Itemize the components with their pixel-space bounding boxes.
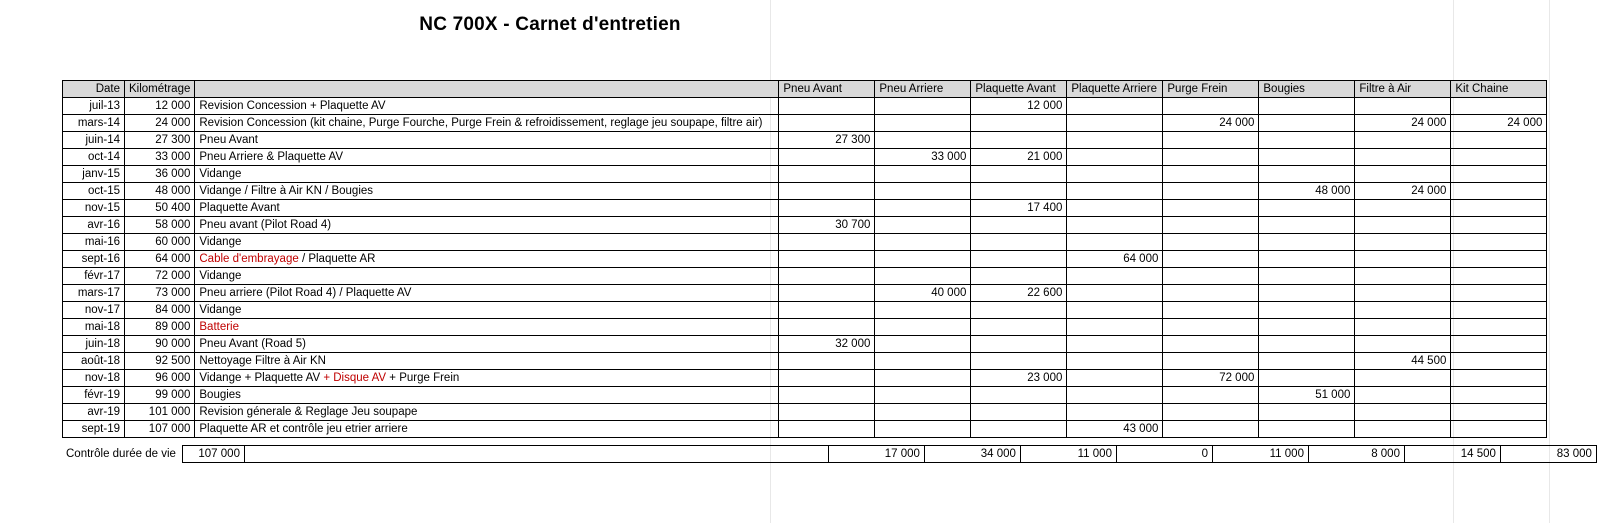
cell-pneu-avant[interactable]: [779, 302, 875, 319]
cell-kit-chaine[interactable]: [1451, 166, 1547, 183]
cell-pneu-avant[interactable]: [779, 251, 875, 268]
cell-pneu-arriere[interactable]: 33 000: [875, 149, 971, 166]
summary-bougies: 8 000: [1308, 446, 1404, 463]
cell-kit-chaine[interactable]: [1451, 319, 1547, 336]
cell-plaquette-avant[interactable]: [971, 353, 1067, 370]
cell-bougies[interactable]: [1259, 217, 1355, 234]
description-text: Vidange: [199, 168, 242, 180]
cell-bougies[interactable]: [1259, 200, 1355, 217]
cell-date[interactable]: juin-14: [63, 132, 125, 149]
cell-pneu-arriere[interactable]: [875, 98, 971, 115]
lifetime-summary-table: [62, 445, 1597, 463]
cell-plaquette-arriere[interactable]: [1067, 115, 1163, 132]
cell-plaquette-arriere[interactable]: [1067, 166, 1163, 183]
table-row[interactable]: [63, 166, 1547, 183]
summary-plaquette-arriere: 0: [1116, 446, 1212, 463]
cell-date[interactable]: juil-13: [63, 98, 125, 115]
cell-kilometrage[interactable]: 48 000: [125, 183, 195, 200]
cell-kilometrage[interactable]: 50 400: [125, 200, 195, 217]
cell-kilometrage[interactable]: 27 300: [125, 132, 195, 149]
cell-date[interactable]: août-18: [63, 353, 125, 370]
cell-pneu-arriere[interactable]: [875, 183, 971, 200]
cell-date[interactable]: nov-18: [63, 370, 125, 387]
cell-description[interactable]: [195, 268, 779, 285]
description-text: Vidange: [199, 270, 242, 282]
description-text: + Purge Frein: [386, 372, 460, 384]
cell-kilometrage[interactable]: 90 000: [125, 336, 195, 353]
cell-kilometrage[interactable]: 24 000: [125, 115, 195, 132]
description-text: Pneu Arriere & Plaquette AV: [199, 151, 344, 163]
cell-plaquette-avant[interactable]: [971, 166, 1067, 183]
cell-kit-chaine[interactable]: [1451, 353, 1547, 370]
cell-plaquette-arriere[interactable]: [1067, 98, 1163, 115]
cell-pneu-arriere[interactable]: [875, 370, 971, 387]
cell-kit-chaine[interactable]: [1451, 404, 1547, 421]
cell-bougies[interactable]: 48 000: [1259, 183, 1355, 200]
cell-purge-frein[interactable]: [1163, 285, 1259, 302]
table-row[interactable]: [63, 115, 1547, 132]
description-text: Revision génerale & Reglage Jeu soupape: [199, 406, 418, 418]
cell-purge-frein[interactable]: [1163, 336, 1259, 353]
col-header-date: Date: [63, 81, 125, 98]
table-row[interactable]: [63, 183, 1547, 200]
cell-filtre-a-air[interactable]: 24 000: [1355, 183, 1451, 200]
cell-plaquette-avant[interactable]: 12 000: [971, 98, 1067, 115]
cell-purge-frein[interactable]: [1163, 268, 1259, 285]
table-row[interactable]: [63, 370, 1547, 387]
cell-pneu-avant[interactable]: [779, 166, 875, 183]
cell-kit-chaine[interactable]: [1451, 183, 1547, 200]
description-text: Vidange / Filtre à Air KN / Bougies: [199, 185, 374, 197]
cell-purge-frein[interactable]: [1163, 132, 1259, 149]
cell-pneu-avant[interactable]: [779, 200, 875, 217]
cell-kilometrage[interactable]: 84 000: [125, 302, 195, 319]
cell-plaquette-arriere[interactable]: [1067, 404, 1163, 421]
page-title: NC 700X - Carnet d'entretien: [419, 14, 681, 35]
cell-pneu-arriere[interactable]: [875, 217, 971, 234]
cell-bougies[interactable]: [1259, 132, 1355, 149]
description-text: Revision Concession + Plaquette AV: [199, 100, 386, 112]
table-row[interactable]: [63, 302, 1547, 319]
cell-kilometrage[interactable]: 89 000: [125, 319, 195, 336]
cell-pneu-avant[interactable]: [779, 98, 875, 115]
cell-purge-frein[interactable]: [1163, 149, 1259, 166]
table-header: [63, 81, 1547, 98]
cell-bougies[interactable]: [1259, 268, 1355, 285]
cell-plaquette-arriere[interactable]: [1067, 200, 1163, 217]
cell-purge-frein[interactable]: [1163, 387, 1259, 404]
cell-filtre-a-air[interactable]: 24 000: [1355, 115, 1451, 132]
cell-kit-chaine[interactable]: [1451, 421, 1547, 438]
cell-pneu-avant[interactable]: [779, 370, 875, 387]
cell-description[interactable]: [195, 149, 779, 166]
cell-filtre-a-air[interactable]: [1355, 166, 1451, 183]
col-header-description: [195, 81, 779, 98]
cell-description[interactable]: [195, 404, 779, 421]
summary-pneu-arriere: 34 000: [924, 446, 1020, 463]
cell-kit-chaine[interactable]: [1451, 370, 1547, 387]
cell-filtre-a-air[interactable]: [1355, 132, 1451, 149]
description-text: / Plaquette AR: [298, 253, 376, 265]
cell-kit-chaine[interactable]: [1451, 217, 1547, 234]
cell-bougies[interactable]: [1259, 98, 1355, 115]
cell-pneu-avant[interactable]: 27 300: [779, 132, 875, 149]
table-row[interactable]: [63, 234, 1547, 251]
cell-plaquette-avant[interactable]: [971, 115, 1067, 132]
cell-plaquette-arriere[interactable]: [1067, 302, 1163, 319]
cell-purge-frein[interactable]: [1163, 166, 1259, 183]
cell-plaquette-avant[interactable]: [971, 302, 1067, 319]
cell-filtre-a-air[interactable]: [1355, 285, 1451, 302]
cell-description[interactable]: [195, 370, 779, 387]
cell-pneu-avant[interactable]: [779, 183, 875, 200]
cell-kit-chaine[interactable]: [1451, 234, 1547, 251]
table-row[interactable]: [63, 387, 1547, 404]
cell-pneu-arriere[interactable]: [875, 268, 971, 285]
cell-pneu-arriere[interactable]: [875, 319, 971, 336]
cell-plaquette-avant[interactable]: [971, 132, 1067, 149]
cell-filtre-a-air[interactable]: [1355, 234, 1451, 251]
cell-description[interactable]: [195, 353, 779, 370]
table-row[interactable]: [63, 200, 1547, 217]
cell-pneu-arriere[interactable]: [875, 336, 971, 353]
cell-date[interactable]: févr-19: [63, 387, 125, 404]
cell-pneu-arriere[interactable]: [875, 387, 971, 404]
cell-pneu-arriere[interactable]: [875, 115, 971, 132]
description-text: Plaquette AR et contrôle jeu etrier arriere: [199, 423, 408, 435]
description-text: Vidange: [199, 304, 242, 316]
cell-pneu-arriere[interactable]: 40 000: [875, 285, 971, 302]
cell-description[interactable]: [195, 115, 779, 132]
cell-filtre-a-air[interactable]: [1355, 387, 1451, 404]
cell-date[interactable]: mai-16: [63, 234, 125, 251]
cell-date[interactable]: mars-14: [63, 115, 125, 132]
cell-purge-frein[interactable]: [1163, 234, 1259, 251]
cell-bougies[interactable]: [1259, 336, 1355, 353]
table-row[interactable]: [63, 149, 1547, 166]
cell-description[interactable]: [195, 217, 779, 234]
cell-pneu-arriere[interactable]: [875, 166, 971, 183]
cell-kit-chaine[interactable]: [1451, 285, 1547, 302]
cell-plaquette-arriere[interactable]: 43 000: [1067, 421, 1163, 438]
cell-plaquette-avant[interactable]: [971, 387, 1067, 404]
summary-kilometrage: 107 000: [182, 446, 244, 463]
cell-kilometrage[interactable]: 72 000: [125, 268, 195, 285]
cell-plaquette-arriere[interactable]: [1067, 336, 1163, 353]
cell-plaquette-avant[interactable]: [971, 421, 1067, 438]
cell-description[interactable]: [195, 166, 779, 183]
description-text: Pneu arriere (Pilot Road 4) / Plaquette AV: [199, 287, 412, 299]
cell-pneu-avant[interactable]: [779, 353, 875, 370]
cell-pneu-arriere[interactable]: [875, 234, 971, 251]
col-header-pneu-avant: Pneu Avant: [779, 81, 875, 98]
cell-date[interactable]: oct-14: [63, 149, 125, 166]
cell-plaquette-arriere[interactable]: 64 000: [1067, 251, 1163, 268]
cell-kit-chaine[interactable]: [1451, 302, 1547, 319]
cell-description[interactable]: [195, 319, 779, 336]
cell-kit-chaine[interactable]: [1451, 132, 1547, 149]
cell-pneu-arriere[interactable]: [875, 251, 971, 268]
cell-pneu-arriere[interactable]: [875, 353, 971, 370]
cell-bougies[interactable]: [1259, 319, 1355, 336]
cell-purge-frein[interactable]: [1163, 200, 1259, 217]
cell-bougies[interactable]: [1259, 370, 1355, 387]
cell-pneu-arriere[interactable]: [875, 132, 971, 149]
cell-filtre-a-air[interactable]: [1355, 251, 1451, 268]
description-highlight: Batterie: [199, 321, 240, 333]
cell-purge-frein[interactable]: [1163, 251, 1259, 268]
cell-plaquette-arriere[interactable]: [1067, 387, 1163, 404]
cell-pneu-avant[interactable]: [779, 149, 875, 166]
col-header-plaquette-avant: Plaquette Avant: [971, 81, 1067, 98]
cell-filtre-a-air[interactable]: [1355, 319, 1451, 336]
cell-date[interactable]: sept-16: [63, 251, 125, 268]
cell-filtre-a-air[interactable]: [1355, 98, 1451, 115]
cell-plaquette-arriere[interactable]: [1067, 370, 1163, 387]
cell-purge-frein[interactable]: [1163, 421, 1259, 438]
cell-description[interactable]: [195, 387, 779, 404]
cell-description[interactable]: [195, 302, 779, 319]
col-header-kit-chaine: Kit Chaine: [1451, 81, 1547, 98]
col-header-plaquette-arriere: Plaquette Arriere: [1067, 81, 1163, 98]
cell-date[interactable]: nov-17: [63, 302, 125, 319]
cell-description[interactable]: [195, 183, 779, 200]
cell-plaquette-arriere[interactable]: [1067, 183, 1163, 200]
table-row[interactable]: [63, 285, 1547, 302]
cell-pneu-avant[interactable]: [779, 319, 875, 336]
cell-kit-chaine[interactable]: [1451, 387, 1547, 404]
table-body: [63, 98, 1547, 438]
summary-description: [244, 446, 828, 463]
cell-plaquette-arriere[interactable]: [1067, 353, 1163, 370]
summary-label: Contrôle durée de vie: [66, 448, 176, 460]
cell-pneu-avant[interactable]: [779, 234, 875, 251]
cell-purge-frein[interactable]: [1163, 353, 1259, 370]
summary-plaquette-avant: 11 000: [1020, 446, 1116, 463]
cell-filtre-a-air[interactable]: [1355, 268, 1451, 285]
cell-pneu-avant[interactable]: [779, 285, 875, 302]
cell-description[interactable]: [195, 285, 779, 302]
maintenance-table: [62, 80, 1547, 438]
col-header-bougies: Bougies: [1259, 81, 1355, 98]
cell-purge-frein[interactable]: 72 000: [1163, 370, 1259, 387]
cell-date[interactable]: sept-19: [63, 421, 125, 438]
cell-pneu-arriere[interactable]: [875, 421, 971, 438]
cell-plaquette-avant[interactable]: [971, 183, 1067, 200]
cell-date[interactable]: avr-19: [63, 404, 125, 421]
cell-bougies[interactable]: [1259, 302, 1355, 319]
cell-plaquette-avant[interactable]: [971, 404, 1067, 421]
table-row[interactable]: [63, 268, 1547, 285]
cell-pneu-arriere[interactable]: [875, 200, 971, 217]
cell-kilometrage[interactable]: 107 000: [125, 421, 195, 438]
table-row[interactable]: [63, 421, 1547, 438]
description-text: Revision Concession (kit chaine, Purge Fourche, Purge Frein & refroidissement, reglage jeu soupape, filtre air): [199, 117, 763, 129]
cell-date[interactable]: mars-17: [63, 285, 125, 302]
cell-purge-frein[interactable]: [1163, 183, 1259, 200]
cell-date[interactable]: nov-15: [63, 200, 125, 217]
cell-plaquette-avant[interactable]: [971, 217, 1067, 234]
cell-purge-frein[interactable]: 24 000: [1163, 115, 1259, 132]
cell-plaquette-arriere[interactable]: [1067, 217, 1163, 234]
cell-kilometrage[interactable]: 36 000: [125, 166, 195, 183]
cell-pneu-avant[interactable]: [779, 387, 875, 404]
cell-description[interactable]: [195, 251, 779, 268]
col-header-filtre-a-air: Filtre à Air: [1355, 81, 1451, 98]
summary-pneu-avant: 17 000: [828, 446, 924, 463]
cell-plaquette-avant[interactable]: [971, 268, 1067, 285]
cell-plaquette-avant[interactable]: [971, 251, 1067, 268]
table-row[interactable]: [63, 404, 1547, 421]
col-header-pneu-arriere: Pneu Arriere: [875, 81, 971, 98]
description-text: Bougies: [199, 389, 241, 401]
cell-description[interactable]: [195, 200, 779, 217]
description-text: Plaquette Avant: [199, 202, 280, 214]
cell-plaquette-avant[interactable]: 22 600: [971, 285, 1067, 302]
cell-description[interactable]: [195, 98, 779, 115]
cell-kilometrage[interactable]: 12 000: [125, 98, 195, 115]
cell-kilometrage[interactable]: 101 000: [125, 404, 195, 421]
description-text: Pneu avant (Pilot Road 4): [199, 219, 332, 231]
col-header-kilometrage: Kilométrage: [125, 81, 195, 98]
cell-kilometrage[interactable]: 92 500: [125, 353, 195, 370]
cell-kit-chaine[interactable]: [1451, 200, 1547, 217]
cell-kit-chaine[interactable]: [1451, 149, 1547, 166]
description-highlight: + Disque AV: [323, 372, 387, 384]
description-text: Vidange: [199, 236, 242, 248]
cell-plaquette-arriere[interactable]: [1067, 268, 1163, 285]
cell-date[interactable]: avr-16: [63, 217, 125, 234]
description-text: Pneu Avant (Road 5): [199, 338, 306, 350]
cell-pneu-avant[interactable]: [779, 404, 875, 421]
cell-date[interactable]: oct-15: [63, 183, 125, 200]
table-row[interactable]: [63, 319, 1547, 336]
cell-filtre-a-air[interactable]: [1355, 370, 1451, 387]
cell-kilometrage[interactable]: 58 000: [125, 217, 195, 234]
cell-plaquette-arriere[interactable]: [1067, 149, 1163, 166]
cell-plaquette-avant[interactable]: [971, 234, 1067, 251]
cell-bougies[interactable]: [1259, 115, 1355, 132]
cell-pneu-arriere[interactable]: [875, 302, 971, 319]
cell-purge-frein[interactable]: [1163, 319, 1259, 336]
table-row[interactable]: [63, 336, 1547, 353]
cell-filtre-a-air[interactable]: 44 500: [1355, 353, 1451, 370]
cell-kit-chaine[interactable]: 24 000: [1451, 115, 1547, 132]
cell-purge-frein[interactable]: [1163, 302, 1259, 319]
cell-bougies[interactable]: [1259, 166, 1355, 183]
cell-plaquette-avant[interactable]: 17 400: [971, 200, 1067, 217]
description-text: Pneu Avant: [199, 134, 258, 146]
cell-bougies[interactable]: [1259, 251, 1355, 268]
summary-filtre-a-air: 14 500: [1404, 446, 1500, 463]
header-row: [63, 81, 1547, 98]
cell-pneu-avant[interactable]: 32 000: [779, 336, 875, 353]
cell-kilometrage[interactable]: 96 000: [125, 370, 195, 387]
cell-kit-chaine[interactable]: [1451, 251, 1547, 268]
cell-description[interactable]: [195, 421, 779, 438]
cell-date[interactable]: mai-18: [63, 319, 125, 336]
cell-plaquette-avant[interactable]: 21 000: [971, 149, 1067, 166]
cell-plaquette-arriere[interactable]: [1067, 285, 1163, 302]
table-row[interactable]: [63, 132, 1547, 149]
summary-row: [62, 446, 1596, 463]
cell-filtre-a-air[interactable]: [1355, 217, 1451, 234]
summary-kit-chaine: 83 000: [1500, 446, 1596, 463]
cell-filtre-a-air[interactable]: [1355, 421, 1451, 438]
col-header-purge-frein: Purge Frein: [1163, 81, 1259, 98]
cell-plaquette-arriere[interactable]: [1067, 132, 1163, 149]
cell-bougies[interactable]: [1259, 353, 1355, 370]
cell-kilometrage[interactable]: 64 000: [125, 251, 195, 268]
cell-bougies[interactable]: [1259, 234, 1355, 251]
cell-purge-frein[interactable]: [1163, 98, 1259, 115]
cell-kit-chaine[interactable]: [1451, 98, 1547, 115]
description-text: Nettoyage Filtre à Air KN: [199, 355, 326, 367]
cell-kilometrage[interactable]: 73 000: [125, 285, 195, 302]
cell-bougies[interactable]: 51 000: [1259, 387, 1355, 404]
cell-kit-chaine[interactable]: [1451, 336, 1547, 353]
cell-pneu-avant[interactable]: [779, 268, 875, 285]
cell-kilometrage[interactable]: 60 000: [125, 234, 195, 251]
description-text: Vidange + Plaquette AV: [199, 372, 324, 384]
cell-date[interactable]: juin-18: [63, 336, 125, 353]
cell-kit-chaine[interactable]: [1451, 268, 1547, 285]
cell-filtre-a-air[interactable]: [1355, 200, 1451, 217]
cell-plaquette-avant[interactable]: [971, 336, 1067, 353]
cell-filtre-a-air[interactable]: [1355, 302, 1451, 319]
cell-description[interactable]: [195, 132, 779, 149]
cell-kilometrage[interactable]: 99 000: [125, 387, 195, 404]
cell-purge-frein[interactable]: [1163, 404, 1259, 421]
cell-plaquette-avant[interactable]: 23 000: [971, 370, 1067, 387]
cell-bougies[interactable]: [1259, 149, 1355, 166]
cell-filtre-a-air[interactable]: [1355, 149, 1451, 166]
cell-pneu-arriere[interactable]: [875, 404, 971, 421]
cell-plaquette-arriere[interactable]: [1067, 319, 1163, 336]
table-row[interactable]: [63, 217, 1547, 234]
cell-bougies[interactable]: [1259, 285, 1355, 302]
cell-bougies[interactable]: [1259, 404, 1355, 421]
cell-bougies[interactable]: [1259, 421, 1355, 438]
cell-pneu-avant[interactable]: 30 700: [779, 217, 875, 234]
cell-pneu-avant[interactable]: [779, 421, 875, 438]
cell-description[interactable]: [195, 336, 779, 353]
cell-kilometrage[interactable]: 33 000: [125, 149, 195, 166]
description-highlight: Cable d'embrayage: [199, 253, 299, 265]
table-row[interactable]: [63, 98, 1547, 115]
table-row[interactable]: [63, 251, 1547, 268]
cell-purge-frein[interactable]: [1163, 217, 1259, 234]
cell-description[interactable]: [195, 234, 779, 251]
cell-pneu-avant[interactable]: [779, 115, 875, 132]
summary-purge-frein: 11 000: [1212, 446, 1308, 463]
cell-filtre-a-air[interactable]: [1355, 336, 1451, 353]
cell-date[interactable]: févr-17: [63, 268, 125, 285]
cell-filtre-a-air[interactable]: [1355, 404, 1451, 421]
cell-date[interactable]: janv-15: [63, 166, 125, 183]
cell-plaquette-arriere[interactable]: [1067, 234, 1163, 251]
summary-row-group: [62, 446, 1596, 463]
cell-plaquette-avant[interactable]: [971, 319, 1067, 336]
table-row[interactable]: [63, 353, 1547, 370]
